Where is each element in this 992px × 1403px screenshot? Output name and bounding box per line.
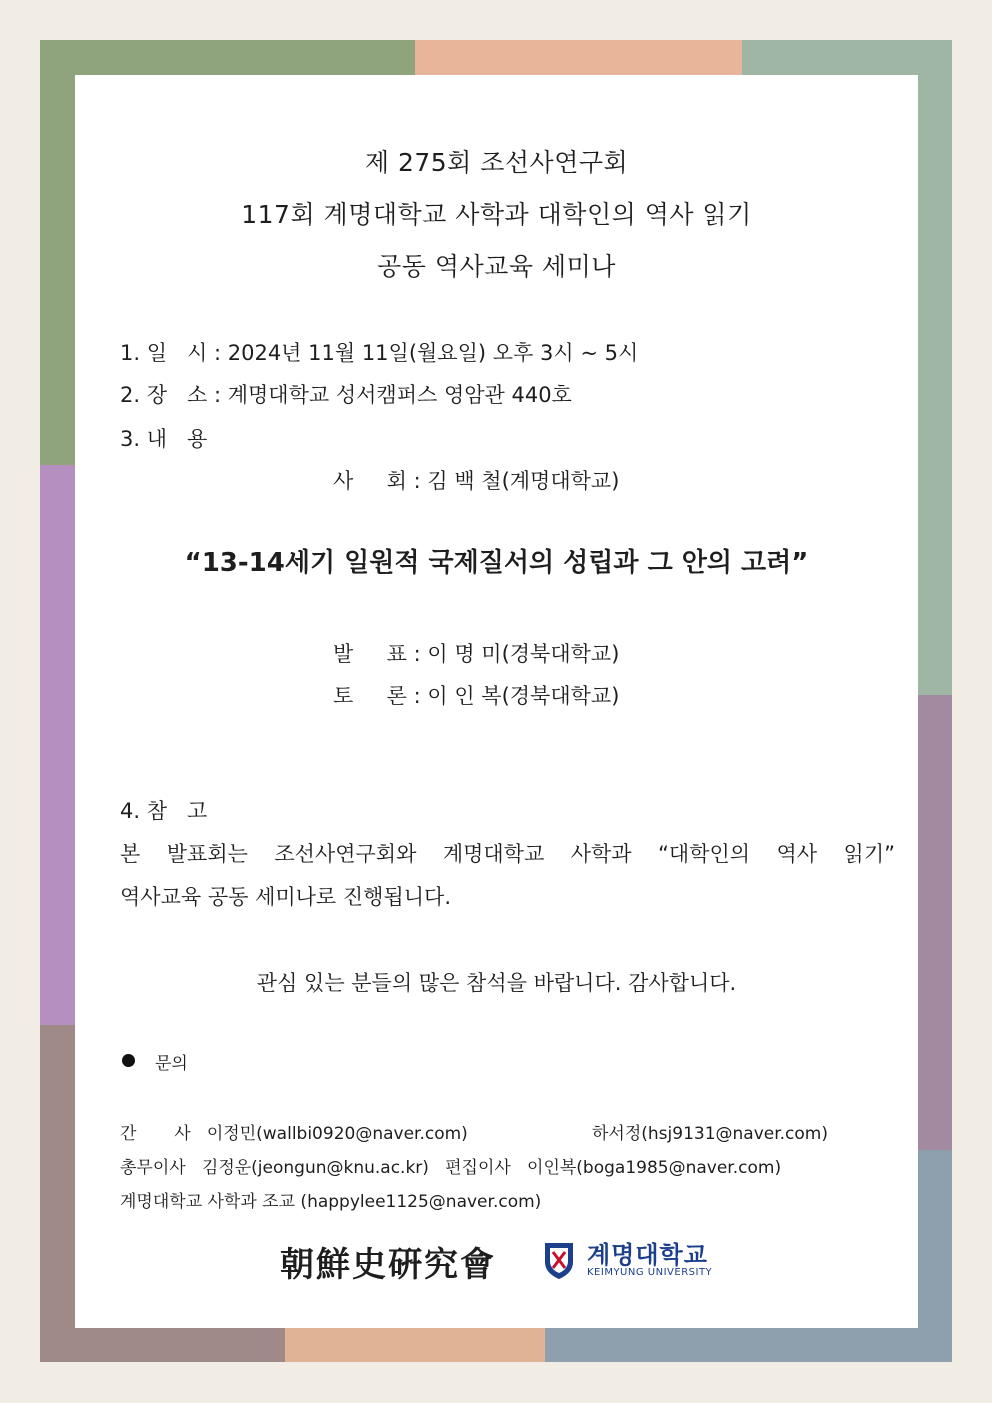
discussant-line: 토 론 : 이 인 복(경북대학교): [333, 684, 620, 708]
note-word: 역사: [776, 842, 818, 866]
keimyung-emblem-icon: [541, 1240, 577, 1280]
contact-line-1b: 하서정(hsj9131@naver.com): [592, 1124, 829, 1144]
contact-heading: 문의: [155, 1054, 188, 1074]
university-logo-text: 계명대학교: [587, 1241, 708, 1269]
note-line-1: [120, 838, 895, 868]
title-line-2: 117회 계명대학교 사학과 대학인의 역사 읽기: [241, 200, 752, 229]
note-word: “대학인의: [658, 842, 751, 866]
frame-block: [285, 1328, 545, 1362]
note-line-2: 역사교육 공동 세미나로 진행됩니다.: [120, 885, 451, 909]
frame-block: [40, 40, 415, 75]
place-item: 2. 장 소 : 계명대학교 성서캠퍼스 영암관 440호: [120, 383, 572, 407]
note-word: 조선사연구회와: [274, 842, 417, 866]
note-word: 계명대학교: [442, 842, 545, 866]
frame-block: [415, 40, 742, 75]
note-heading: 4. 참 고: [120, 799, 208, 823]
poster-paper: [75, 75, 918, 1328]
moderator-line: 사 회 : 김 백 철(계명대학교): [333, 469, 620, 493]
content-item: 3. 내 용: [120, 427, 208, 451]
title-line-3: 공동 역사교육 세미나: [377, 252, 616, 281]
note-word: 발표회는: [166, 842, 248, 866]
note-word: 읽기”: [843, 842, 895, 866]
note-word: 사학과: [570, 842, 632, 866]
university-logo-english: KEIMYUNG UNIVERSITY: [587, 1267, 713, 1278]
contact-line-1a: 간 사 이정민(wallbi0920@naver.com): [120, 1124, 468, 1144]
frame-block: [40, 1328, 285, 1362]
title-line-1: 제 275회 조선사연구회: [364, 148, 629, 177]
date-item: 1. 일 시 : 2024년 11월 11일(월요일) 오후 3시 ~ 5시: [120, 341, 639, 365]
bullet-icon: [122, 1054, 135, 1067]
topic-title: “13-14세기 일원적 국제질서의 성립과 그 안의 고려”: [184, 548, 809, 578]
note-word: 본: [120, 842, 141, 866]
frame-block: [545, 1328, 952, 1362]
closing-message: 관심 있는 분들의 많은 참석을 바랍니다. 감사합니다.: [256, 971, 737, 995]
society-logo: 朝鮮史硏究會: [280, 1245, 496, 1285]
presenter-line: 발 표 : 이 명 미(경북대학교): [333, 642, 620, 666]
contact-line-3: 계명대학교 사학과 조교 (happylee1125@naver.com): [120, 1192, 542, 1212]
contact-line-2: 총무이사 김정운(jeongun@knu.ac.kr) 편집이사 이인복(boga1985@naver.com): [120, 1158, 782, 1178]
frame-block: [742, 40, 952, 75]
